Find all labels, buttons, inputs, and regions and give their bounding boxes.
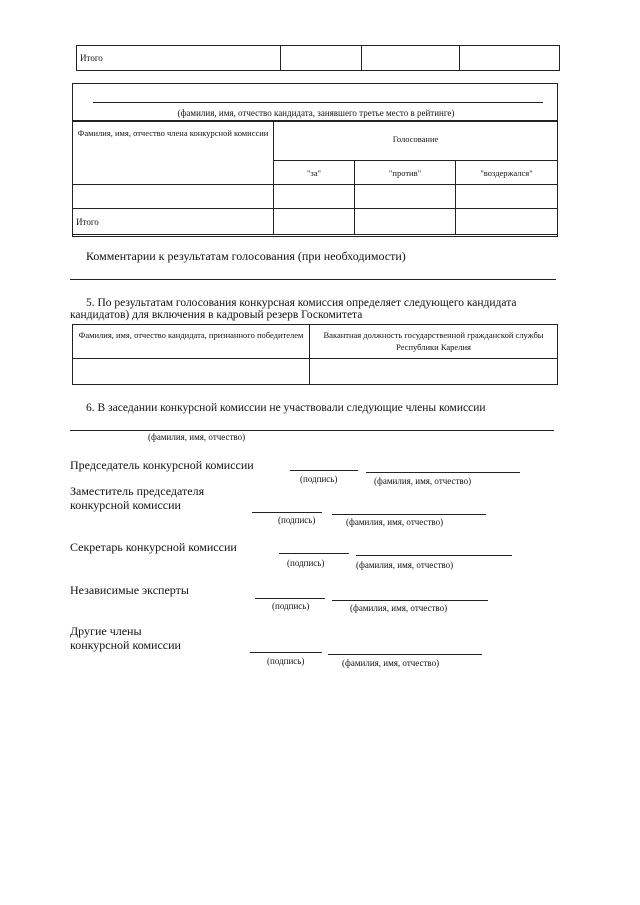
sign-line [255,598,325,599]
role-label-line2: конкурсной комиссии [70,498,181,512]
sign-line [290,470,358,471]
sign-line [279,553,349,554]
sign-caption: (подпись) [278,515,316,525]
name-line [356,555,512,556]
section6-text: 6. В заседании конкурсной комиссии не участвовали следующие члены комиссии [86,402,486,414]
name-caption: (фамилия, имя, отчество) [342,658,440,668]
member-cell [73,185,274,209]
voting-table [72,120,558,235]
role-label: Независимые эксперты [70,583,189,597]
comments-line [70,279,556,280]
against-header: "против" [355,161,456,185]
sign-caption: (подпись) [267,656,305,666]
role-label: Председатель конкурсной комиссии [70,458,254,472]
name-caption: (фамилия, имя, отчество) [346,517,444,527]
third-total-label: Итого [73,209,274,235]
winner-table [72,324,558,385]
comments-label: Комментарии к результатам голосования (при необходимости) [86,249,406,263]
voting-header: Голосование [274,121,558,161]
sign-caption: (подпись) [287,558,325,568]
candidate-caption: (фамилия, имя, отчество кандидата, занявшего третье место в рейтинге) [177,108,455,118]
for-header: "за" [274,161,355,185]
top-total-cell [281,46,362,71]
vote-cell [456,209,558,235]
abstain-header: "воздержался" [456,161,558,185]
section6-line [70,430,554,431]
vacancy-cell [310,359,558,385]
vote-cell [355,209,456,235]
role-label-line2: конкурсной комиссии [70,638,181,652]
member-header: Фамилия, имя, отчество члена конкурсной комиссии [73,121,274,185]
top-total-table [76,45,560,71]
name-line [366,472,520,473]
name-caption: (фамилия, имя, отчество) [356,560,454,570]
vote-cell [274,209,355,235]
role-label: Другие члены [70,624,142,638]
top-total-cell [460,46,560,71]
name-line [328,654,482,655]
sign-caption: (подпись) [300,474,338,484]
vote-cell [355,185,456,209]
section6-caption: (фамилия, имя, отчество) [148,432,246,442]
name-caption: (фамилия, имя, отчество) [374,476,472,486]
role-label: Секретарь конкурсной комиссии [70,540,237,554]
section5-line2: кандидатов) для включения в кадровый резерв Госкомитета [70,309,363,321]
name-caption: (фамилия, имя, отчество) [350,603,448,613]
winner-name-header: Фамилия, имя, отчество кандидата, признанного победителем [73,325,310,359]
candidate-name-line [93,102,543,103]
winner-name-cell [73,359,310,385]
role-label: Заместитель председателя [70,484,205,498]
sign-line [252,512,322,513]
vote-cell [274,185,355,209]
vacancy-header: Вакантная должность государственной гражданской службы Республики Карелия [310,325,558,359]
section5-line1: 5. По результатам голосования конкурсная комиссия определяет следующего кандидата [86,297,517,309]
sign-line [250,652,322,653]
name-line [332,600,488,601]
top-total-cell [362,46,460,71]
top-total-label: Итого [77,46,281,71]
name-line [332,514,486,515]
vote-cell [456,185,558,209]
sign-caption: (подпись) [272,601,310,611]
